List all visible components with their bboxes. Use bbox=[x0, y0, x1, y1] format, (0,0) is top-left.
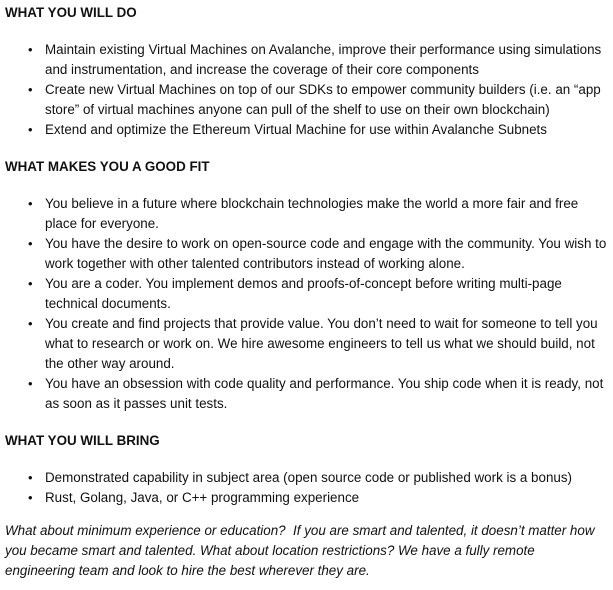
list-item-text: You create and find projects that provide value. You don’t need to wait for someone to tell you what to research or work on. We hire awesome engineers to tell us what we should build, not the other way around. bbox=[45, 316, 598, 371]
list-item-text: You believe in a future where blockchain technologies make the world a more fair and free place for everyone. bbox=[45, 196, 579, 231]
section-heading-good-fit: WHAT MAKES YOU A GOOD FIT bbox=[5, 159, 210, 174]
bullet-icon: • bbox=[28, 196, 33, 211]
list-item bbox=[28, 194, 608, 234]
bullet-list-what-you-will-do bbox=[5, 40, 608, 140]
bullet-icon: • bbox=[28, 82, 33, 97]
bullet-icon: • bbox=[28, 316, 33, 331]
list-item-text: You are a coder. You implement demos and proofs-of-concept before writing multi-page technical documents. bbox=[45, 276, 562, 311]
list-item bbox=[28, 274, 608, 314]
list-item bbox=[28, 468, 608, 488]
bullet-icon: • bbox=[28, 236, 33, 251]
bullet-list-what-you-will-bring bbox=[5, 468, 608, 508]
list-item-text: Demonstrated capability in subject area (open source code or published work is a bonus) bbox=[45, 470, 572, 485]
bullet-icon: • bbox=[28, 122, 33, 137]
list-item bbox=[28, 120, 608, 140]
list-item-text: Rust, Golang, Java, or C++ programming experience bbox=[45, 490, 360, 505]
closing-paragraph: What about minimum experience or education? If you are smart and talented, it doesn’t matter how you became smart and talented. What about location restrictions? We have a fully remote engineering team and look to hire the best wherever they are. bbox=[5, 523, 595, 578]
section-heading-what-you-will-do: WHAT YOU WILL DO bbox=[5, 5, 137, 20]
list-item-text: You have the desire to work on open-source code and engage with the community. You wish to work together with other talented contributors instead of working alone. bbox=[45, 236, 607, 271]
list-item-text: Maintain existing Virtual Machines on Avalanche, improve their performance using simulations and instrumentation, and increase the coverage of their core components bbox=[45, 42, 602, 77]
list-item bbox=[28, 234, 608, 274]
bullet-icon: • bbox=[28, 490, 33, 505]
bullet-list-good-fit bbox=[5, 194, 608, 414]
list-item bbox=[28, 374, 608, 414]
list-item-text: Extend and optimize the Ethereum Virtual Machine for use within Avalanche Subnets bbox=[45, 122, 547, 137]
bullet-icon: • bbox=[28, 470, 33, 485]
list-item-text: Create new Virtual Machines on top of our SDKs to empower community builders (i.e. an “app store” of virtual machines anyone can pull of the shelf to use on their own blockchain) bbox=[45, 82, 601, 117]
section-heading-what-you-will-bring: WHAT YOU WILL BRING bbox=[5, 433, 160, 448]
list-item-text: You have an obsession with code quality and performance. You ship code when it is ready, not as soon as it passes unit tests. bbox=[45, 376, 604, 411]
list-item bbox=[28, 488, 608, 508]
list-item bbox=[28, 40, 608, 80]
list-item bbox=[28, 314, 608, 374]
bullet-icon: • bbox=[28, 376, 33, 391]
bullet-icon: • bbox=[28, 276, 33, 291]
bullet-icon: • bbox=[28, 42, 33, 57]
list-item bbox=[28, 80, 608, 120]
